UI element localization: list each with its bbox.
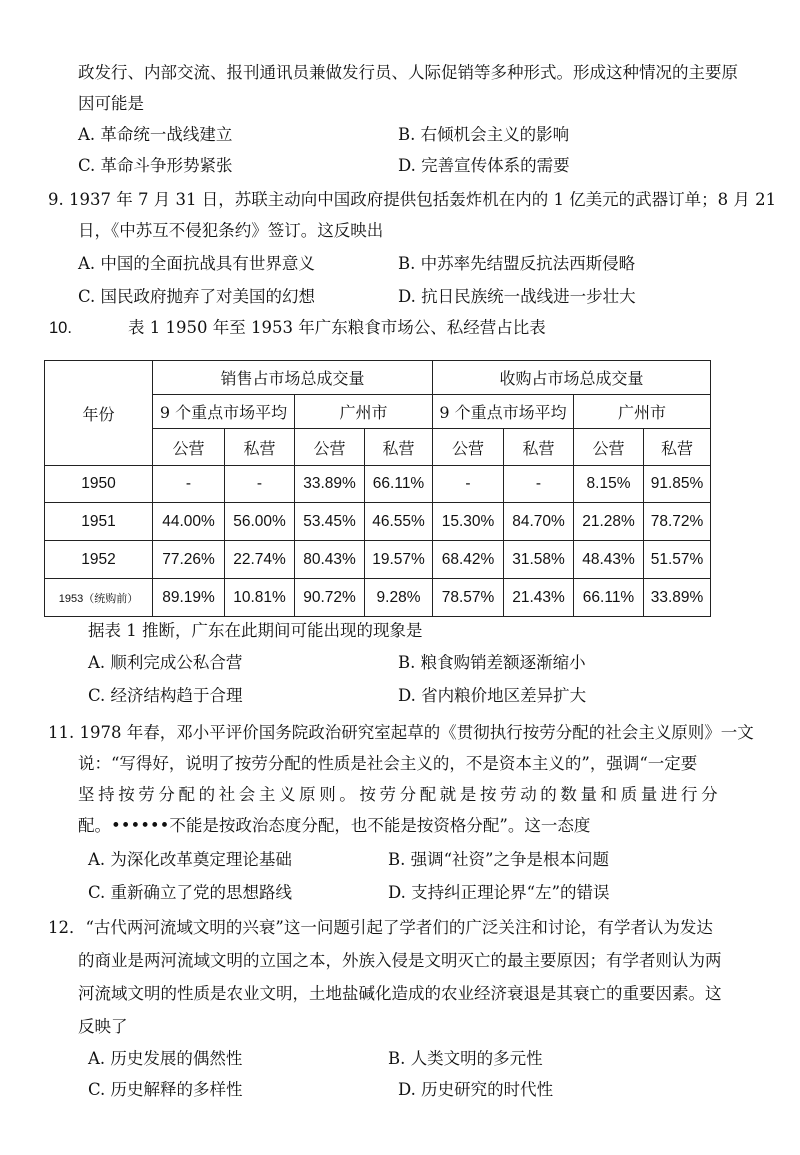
value-cell: 90.72%: [295, 579, 365, 617]
table-row: [45, 503, 711, 541]
table-row: [45, 579, 711, 617]
value-cell: -: [153, 466, 225, 503]
value-cell: 56.00%: [225, 503, 295, 541]
value-cell: 19.57%: [365, 541, 433, 579]
value-cell: -: [225, 466, 295, 503]
q10-option-b: B. 粮食购销差额逐渐缩小: [398, 653, 586, 672]
table-caption: 表 1 1950 年至 1953 年广东粮食市场公、私经营占比表: [128, 318, 546, 337]
q9-option-c: C. 国民政府抛弃了对美国的幻想: [78, 287, 316, 306]
q8-option-a: A. 革命统一战线建立: [78, 125, 233, 144]
q12-option-a: A. 历史发展的偶然性: [88, 1049, 243, 1068]
q12-stem-line1: 12．“古代两河流域文明的兴衰”这一问题引起了学者们的广泛关注和讨论，有学者认为发达: [48, 918, 713, 937]
q11-option-a: A. 为深化改革奠定理论基础: [88, 850, 292, 869]
q12-stem-line2: 的商业是两河流域文明的立国之本，外族入侵是文明灭亡的最主要原因；有学者则认为两: [78, 951, 722, 970]
q12-option-d: D. 历史研究的时代性: [398, 1080, 554, 1099]
value-cell: 48.43%: [574, 541, 644, 579]
value-cell: 66.11%: [574, 579, 644, 617]
type-header: 公营: [574, 429, 644, 466]
value-cell: 10.81%: [225, 579, 295, 617]
q8-option-c: C. 革命斗争形势紧张: [78, 156, 233, 175]
year-cell: 1952: [45, 541, 153, 579]
year-cell: 1951: [45, 503, 153, 541]
type-header: 公营: [153, 429, 225, 466]
value-cell: 31.58%: [504, 541, 574, 579]
q10-stem: 据表 1 推断，广东在此期间可能出现的现象是: [88, 621, 423, 640]
value-cell: 46.55%: [365, 503, 433, 541]
value-cell: 21.28%: [574, 503, 644, 541]
value-cell: -: [504, 466, 574, 503]
value-cell: 51.57%: [644, 541, 711, 579]
value-cell: 78.72%: [644, 503, 711, 541]
q12-option-c: C. 历史解释的多样性: [88, 1080, 243, 1099]
value-cell: 44.00%: [153, 503, 225, 541]
value-cell: 66.11%: [365, 466, 433, 503]
q11-option-c: C. 重新确立了党的思想路线: [88, 883, 293, 902]
sub-header-key-markets: 9 个重点市场平均: [433, 395, 574, 429]
value-cell: 91.85%: [644, 466, 711, 503]
q8-stem-line2: 因可能是: [78, 94, 144, 113]
value-cell: 53.45%: [295, 503, 365, 541]
q9-option-b: B. 中苏率先结盟反抗法西斯侵略: [398, 254, 636, 273]
type-header: 私营: [365, 429, 433, 466]
type-header: 私营: [225, 429, 295, 466]
value-cell: 22.74%: [225, 541, 295, 579]
q11-stem-line4: 配。••••••不能是按政治态度分配，也不能是按资格分配”。这一态度: [78, 816, 591, 835]
sub-header-key-markets: 9 个重点市场平均: [153, 395, 295, 429]
value-cell: 8.15%: [574, 466, 644, 503]
type-header: 私营: [644, 429, 711, 466]
q11-stem-line2: 说：“写得好，说明了按劳分配的性质是社会主义的，不是资本主义的”，强调“一定要: [78, 754, 698, 773]
q12-stem-line4: 反映了: [78, 1017, 128, 1036]
sales-header: 销售占市场总成交量: [153, 361, 433, 395]
table-row: [45, 466, 711, 503]
type-header: 公营: [295, 429, 365, 466]
value-cell: 84.70%: [504, 503, 574, 541]
q10-option-d: D. 省内粮价地区差异扩大: [398, 686, 587, 705]
value-cell: 68.42%: [433, 541, 504, 579]
value-cell: -: [433, 466, 504, 503]
year-cell: 1950: [45, 466, 153, 503]
q11-option-b: B. 强调“社资”之争是根本问题: [388, 850, 609, 869]
q9-stem-line2: 日，《中苏互不侵犯条约》签订。这反映出: [78, 221, 384, 240]
value-cell: 80.43%: [295, 541, 365, 579]
grain-market-table: [44, 360, 711, 617]
q10-option-c: C. 经济结构趋于合理: [88, 686, 243, 705]
q11-option-d: D. 支持纠正理论界“左”的错误: [388, 883, 610, 902]
value-cell: 9.28%: [365, 579, 433, 617]
q8-stem-line1: 政发行、内部交流、报刊通讯员兼做发行员、人际促销等多种形式。形成这种情况的主要原: [78, 63, 738, 82]
q9-option-d: D. 抗日民族统一战线进一步壮大: [398, 287, 636, 306]
q9-option-a: A. 中国的全面抗战具有世界意义: [78, 254, 315, 273]
sub-header-guangzhou: 广州市: [295, 395, 433, 429]
type-header: 私营: [504, 429, 574, 466]
q12-option-b: B. 人类文明的多元性: [388, 1049, 543, 1068]
value-cell: 89.19%: [153, 579, 225, 617]
value-cell: 77.26%: [153, 541, 225, 579]
year-cell: 1953（统购前）: [45, 579, 153, 617]
purchase-header: 收购占市场总成交量: [433, 361, 711, 395]
sub-header-guangzhou: 广州市: [574, 395, 711, 429]
type-header: 公营: [433, 429, 504, 466]
q10-number: 10.: [49, 319, 72, 337]
value-cell: 78.57%: [433, 579, 504, 617]
value-cell: 33.89%: [295, 466, 365, 503]
q8-option-d: D. 完善宣传体系的需要: [398, 156, 570, 175]
q12-stem-line3: 河流域文明的性质是农业文明，土地盐碱化造成的农业经济衰退是其衰亡的重要因素。这: [78, 984, 722, 1003]
q10-option-a: A. 顺利完成公私合营: [88, 653, 243, 672]
q11-stem-line3: 坚持按劳分配的社会主义原则。按劳分配就是按劳动的数量和质量进行分: [78, 785, 722, 804]
q9-stem-line1: 9. 1937 年 7 月 31 日，苏联主动向中国政府提供包括轰炸机在内的 1 亿美元的武器订单；8 月 21: [48, 190, 777, 209]
q8-option-b: B. 右倾机会主义的影响: [398, 125, 570, 144]
year-header: 年份: [45, 361, 153, 466]
value-cell: 33.89%: [644, 579, 711, 617]
value-cell: 21.43%: [504, 579, 574, 617]
q11-stem-line1: 11. 1978 年春，邓小平评价国务院政治研究室起草的《贯彻执行按劳分配的社会主义原则》一文: [48, 723, 754, 742]
table-row: [45, 541, 711, 579]
value-cell: 15.30%: [433, 503, 504, 541]
